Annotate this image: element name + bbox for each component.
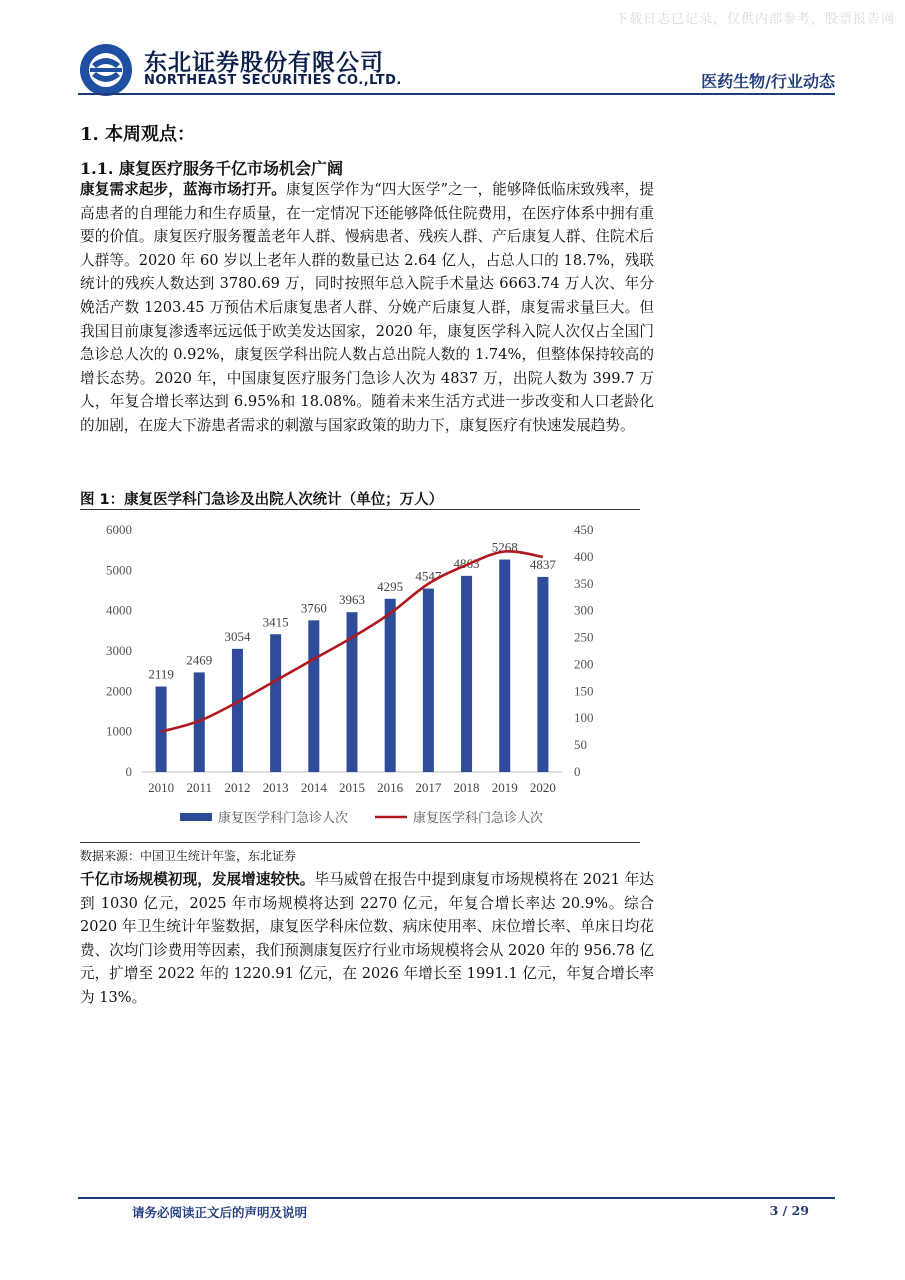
rehab-visits-chart (80, 512, 640, 842)
x-tick-label: 2011 (186, 780, 213, 795)
bar (308, 620, 319, 772)
bar-value-label: 3415 (262, 614, 289, 630)
bar-value-label: 3054 (224, 628, 251, 644)
bar-value-label: 4295 (377, 578, 404, 594)
y-right-tick-label: 300 (574, 602, 594, 618)
figure-bottom-rule (80, 842, 640, 843)
x-tick-label: 2014 (300, 780, 327, 795)
paragraph-rehab-demand (80, 178, 654, 438)
bar-value-label: 4863 (453, 555, 480, 571)
y-left-tick-label: 2000 (106, 683, 132, 699)
bar (385, 599, 396, 772)
paragraph-market-size (80, 868, 654, 1010)
x-tick-label: 2010 (148, 780, 175, 795)
y-right-tick-label: 350 (574, 575, 594, 591)
figure-top-rule (80, 509, 640, 510)
paragraph-lead: 千亿市场规模初现，发展增速较快。 (80, 871, 315, 888)
paragraph-body: 毕马威曾在报告中提到康复市场规模将在 2021 年达到 1030 亿元，2025 年市场规模将达到 2270 亿元，年复合增长率达 20.9%。综合 2020 年卫生统计年鉴数据，康复医学科床位数、病床使用率、床位增长率、单床日均花费、次均门诊费用等因素，我们预测康复医疗行业市场规模将会从 2020 年的 956.78 亿元，扩增至 2022 年的 1220.91 亿元，在 2026 年增长至 1991.1 亿元，年复合增长率为 13%。 (80, 871, 654, 1006)
x-tick-label: 2019 (491, 780, 518, 795)
bar-value-label: 2469 (186, 652, 213, 668)
footer-divider (78, 1197, 835, 1199)
bar-value-label: 5268 (491, 539, 518, 555)
bar (423, 589, 434, 772)
x-tick-label: 2020 (529, 780, 556, 795)
legend-swatch-bar (180, 813, 212, 821)
y-right-tick-label: 450 (574, 522, 594, 537)
figure-source: 数据来源：中国卫生统计年鉴，东北证券 (80, 849, 297, 863)
footer-disclaimer: 请务必阅读正文后的声明及说明 (132, 1205, 308, 1220)
watermark: 下载日志已记录，仅供内部参考，股票报告网 (614, 12, 895, 27)
subsection-heading: 1.1. 康复医疗服务千亿市场机会广阔 (80, 159, 343, 178)
y-right-tick-label: 150 (574, 683, 594, 699)
y-right-tick-label: 400 (574, 548, 594, 564)
x-tick-label: 2015 (339, 780, 365, 795)
page-number: 3 / 29 (769, 1203, 809, 1218)
y-right-tick-label: 50 (574, 737, 587, 753)
section-heading: 1. 本周观点： (80, 124, 196, 145)
x-tick-label: 2017 (415, 780, 442, 795)
y-left-tick-label: 0 (125, 764, 132, 779)
company-name-en: NORTHEAST SECURITIES CO.,LTD. (144, 73, 402, 88)
y-right-tick-label: 200 (574, 656, 594, 672)
header-divider (78, 93, 835, 95)
x-tick-label: 2016 (377, 780, 404, 795)
paragraph-body: 康复医学作为“四大医学”之一，能够降低临床致残率，提高患者的自理能力和生存质量，在一定情况下还能够降低住院费用，在医疗体系中拥有重要的价值。康复医疗服务覆盖老年人群、慢病患者、残疾人群、产后康复人群、住院术后人群等。2020 年 60 岁以上老年人群的数量已达 2.64 亿人，占总人口的 18.7%，残联统计的残疾人数达到 3780.69 万，同时按照年总入院手术量达 6663.74 万人次、年分娩活产数 1203.45 万预估术后康复患者人群、分娩产后康复人群，康复需求量巨大。但我国目前康复渗透率远远低于欧美发达国家，2020 年，康复医学科入院人次仅占全国门急诊总人次的 0.92%，康复医学科出院人数占总出院人数的 1.74%，但整体保持较高的增长态势。2020 年，中国康复医疗服务门急诊人次为 4837 万，出院人数为 399.7 万人，年复合增长率达到 6.95%和 18.08%。随着未来生活方式进一步改变和人口老龄化的加剧，在庞大下游患者需求的刺激与国家政策的助力下，康复医疗有快速发展趋势。 (80, 181, 654, 434)
paragraph-lead: 康复需求起步，蓝海市场打开。 (80, 181, 286, 198)
report-category: 医药生物/行业动态 (701, 72, 835, 91)
x-tick-label: 2018 (453, 780, 480, 795)
figure-title: 图 1：康复医学科门急诊及出院人次统计（单位；万人） (80, 492, 444, 508)
x-tick-label: 2013 (262, 780, 289, 795)
bar (156, 687, 167, 772)
bar (537, 577, 548, 772)
bar (270, 634, 281, 772)
y-right-tick-label: 0 (574, 764, 581, 779)
bar (232, 649, 243, 772)
company-name-cn: 东北证券股份有限公司 (144, 50, 384, 76)
bar-value-label: 3963 (339, 592, 365, 608)
x-tick-label: 2012 (224, 780, 251, 795)
y-left-tick-label: 1000 (106, 723, 132, 739)
legend-label: 康复医学科门急诊人次 (413, 810, 544, 825)
bar (461, 576, 472, 772)
legend-label: 康复医学科门急诊人次 (218, 810, 349, 825)
bar-value-label: 2119 (148, 666, 174, 682)
y-right-tick-label: 250 (574, 629, 594, 645)
y-left-tick-label: 3000 (106, 643, 132, 658)
bar-value-label: 3760 (300, 600, 327, 616)
y-left-tick-label: 5000 (106, 562, 132, 578)
y-left-tick-label: 4000 (106, 602, 132, 618)
bar-value-label: 4837 (529, 556, 556, 572)
page-header (78, 40, 835, 92)
bar (499, 560, 510, 772)
y-right-tick-label: 100 (574, 710, 594, 726)
y-left-tick-label: 6000 (106, 522, 132, 537)
bar-value-label: 4547 (415, 568, 442, 584)
